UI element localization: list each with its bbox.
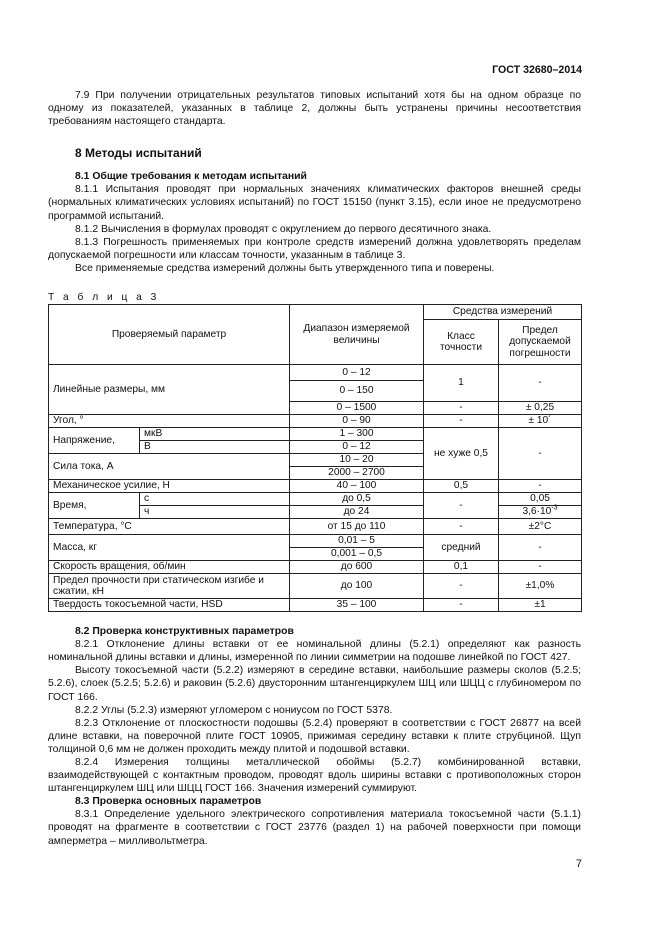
cell-range: 2000 – 2700: [290, 467, 424, 480]
section-8-heading: 8 Методы испытаний: [75, 146, 202, 161]
cell-class: 1: [424, 365, 499, 402]
cell-param: Напряжение,: [49, 428, 140, 454]
table-3: [48, 304, 582, 612]
paragraph-8-2-1-height: Высоту токосъемной части (5.2.2) измеряют в середине вставки, наибольшие размеры сколов (5.2.5; 5.2.6), слоек (5.2.5; 5.2.6) и раковин (5.2.6) двусторонним штангенциркулем ШЦ или ШЦЦ с глубиномером по ГОСТ 166.: [48, 665, 581, 703]
table-row: [49, 574, 582, 599]
table-row: [49, 493, 582, 506]
cell-range: 0 – 12: [290, 441, 424, 454]
cell-range: 0 – 90: [290, 415, 424, 428]
page-body: [48, 89, 581, 848]
cell-limit: ± 0,25: [499, 402, 582, 415]
cell-param: Температура, °C: [49, 519, 290, 535]
cell-range: 0 – 1500: [290, 402, 424, 415]
cell-range: 40 – 100: [290, 480, 424, 493]
table-row: [49, 415, 582, 428]
cell-range: до 24: [290, 506, 424, 519]
paragraph-8-1-2: 8.1.2 Вычисления в формулах проводят с округлением до первого десятичного знака.: [75, 223, 492, 235]
paragraph-8-2-1: 8.2.1 Отклонение длины вставки от ее номинальной длины (5.2.1) определяют как разность номинальной длины вставки и длины, измеренной по линии симметрии на подошве линейкой по ГОСТ 427.: [48, 639, 581, 664]
cell-limit: ±1,0%: [499, 574, 582, 599]
paragraph-8-1-1: 8.1.1 Испытания проводят при нормальных значениях климатических факторов внешней среды (нормальных климатических условиях испытаний) по ГОСТ 15150 (пункт 3.15), если иное не предусмотрено программой испытаний.: [48, 184, 581, 222]
cell-class: не хуже 0,5: [424, 428, 499, 480]
cell-param: Твердость токосъемной части, HSD: [49, 599, 290, 612]
cell-range: 35 – 100: [290, 599, 424, 612]
cell-limit: 0,05: [499, 493, 582, 506]
cell-range: 0,001 – 0,5: [290, 548, 424, 561]
cell-limit: -: [499, 365, 582, 402]
cell-param: Время,: [49, 493, 140, 519]
cell-limit: -: [499, 561, 582, 574]
cell-class: 0,5: [424, 480, 499, 493]
cell-range: 10 – 20: [290, 454, 424, 467]
header-range: Диапазон измеряемой величины: [290, 305, 424, 365]
paragraph-8-3-1: 8.3.1 Определение удельного электрического сопротивления материала токосъемной части (5.1.1) проводят на фрагменте в соответствии с ГОСТ 23776 (раздел 1) на рабочей поверхности при помощи амперметра – милливольтметра.: [48, 809, 581, 847]
cell-unit: мкВ: [140, 428, 290, 441]
cell-range: 0,01 – 5: [290, 535, 424, 548]
paragraph-8-2-4: 8.2.4 Измерения толщины металлической обоймы (5.2.7) комбинированной вставки, взаимодействующей с контактным проводом, проводят вдоль ширины вставки с противоположных сторон штангенциркулем ШЦ или ШЦЦ ГОСТ 166. Значения измерений суммируют.: [48, 756, 581, 795]
cell-limit: -: [499, 480, 582, 493]
table-row: [49, 599, 582, 612]
cell-range: до 600: [290, 561, 424, 574]
paragraph-8-2-3: 8.2.3 Отклонение от плоскостности подошвы (5.2.4) проверяют в соответствии с ГОСТ 26877 на всей длине вставки, на поверочной плите ГОСТ 10905, прижимая середину вставки к плите струбциной. Щуп толщиной 0,6 мм не должен проходить между плитой и подошвой вставки.: [48, 717, 581, 755]
cell-range: 0 – 12: [290, 365, 424, 381]
cell-limit: -: [499, 535, 582, 561]
cell-class: -: [424, 493, 499, 519]
cell-unit: ч: [140, 506, 290, 519]
table-row: [49, 480, 582, 493]
cell-limit: [499, 506, 582, 519]
cell-class: 0,1: [424, 561, 499, 574]
table-row: [49, 561, 582, 574]
cell-unit: В: [140, 441, 290, 454]
paragraph-7-9: 7.9 При получении отрицательных результатов типовых испытаний хотя бы на одном образце по одному из показателей, указанных в таблице 2, должны быть устранены причины несоответствия требованиям настоящего стандарта.: [48, 90, 581, 128]
cell-limit: -: [499, 428, 582, 480]
table-row: [49, 519, 582, 535]
section-8-1-heading: 8.1 Общие требования к методам испытаний: [75, 171, 307, 183]
cell-param: Механическое усилие, Н: [49, 480, 290, 493]
cell-range: 0 – 150: [290, 381, 424, 402]
cell-class: -: [424, 574, 499, 599]
cell-param: Линейные размеры, мм: [49, 365, 290, 415]
cell-range: от 15 до 110: [290, 519, 424, 535]
cell-limit: ±1: [499, 599, 582, 612]
cell-range: до 0,5: [290, 493, 424, 506]
cell-class: -: [424, 519, 499, 535]
table-3-title: Т а б л и ц а 3: [48, 292, 160, 304]
limit-base: 3,6·10: [522, 506, 552, 518]
paragraph-8-1-3: 8.1.3 Погрешность применяемых при контроле средств измерений должна удовлетворять пределам допускаемой погрешности или классам точности, указанным в таблице 3.: [48, 236, 581, 261]
cell-range: 1 – 300: [290, 428, 424, 441]
table-row: [49, 365, 582, 381]
cell-class: -: [424, 402, 499, 415]
cell-param: Сила тока, А: [49, 454, 290, 480]
section-8-3-heading: 8.3 Проверка основных параметров: [75, 796, 262, 808]
paragraph-8-1-3-note: Все применяемые средства измерений должны быть утвержденного типа и поверены.: [75, 262, 495, 274]
header-class: Класс точности: [424, 320, 499, 365]
cell-unit: с: [140, 493, 290, 506]
cell-class: -: [424, 599, 499, 612]
paragraph-8-2-2: 8.2.2 Углы (5.2.3) измеряют угломером с нониусом по ГОСТ 5378.: [75, 704, 393, 716]
table-row: [49, 535, 582, 548]
cell-class: средний: [424, 535, 499, 561]
cell-param: Предел прочности при статическом изгибе и сжатии, кН: [49, 574, 290, 599]
cell-range: до 100: [290, 574, 424, 599]
limit-exponent: -3: [551, 505, 558, 513]
cell-limit: ± 10´: [499, 415, 582, 428]
cell-limit: ±2°C: [499, 519, 582, 535]
cell-param: Масса, кг: [49, 535, 290, 561]
header-param: Проверяемый параметр: [49, 305, 290, 365]
section-8-2-heading: 8.2 Проверка конструктивных параметров: [75, 626, 294, 638]
standard-header: ГОСТ 32680–2014: [492, 64, 582, 76]
cell-class: -: [424, 415, 499, 428]
header-means: Средства измерений: [424, 305, 582, 320]
table-row: [49, 428, 582, 441]
cell-param: Скорость вращения, об/мин: [49, 561, 290, 574]
page-number: 7: [575, 858, 582, 870]
cell-param: Угол, °: [49, 415, 290, 428]
header-limit: Предел допускаемой погрешности: [499, 320, 582, 365]
